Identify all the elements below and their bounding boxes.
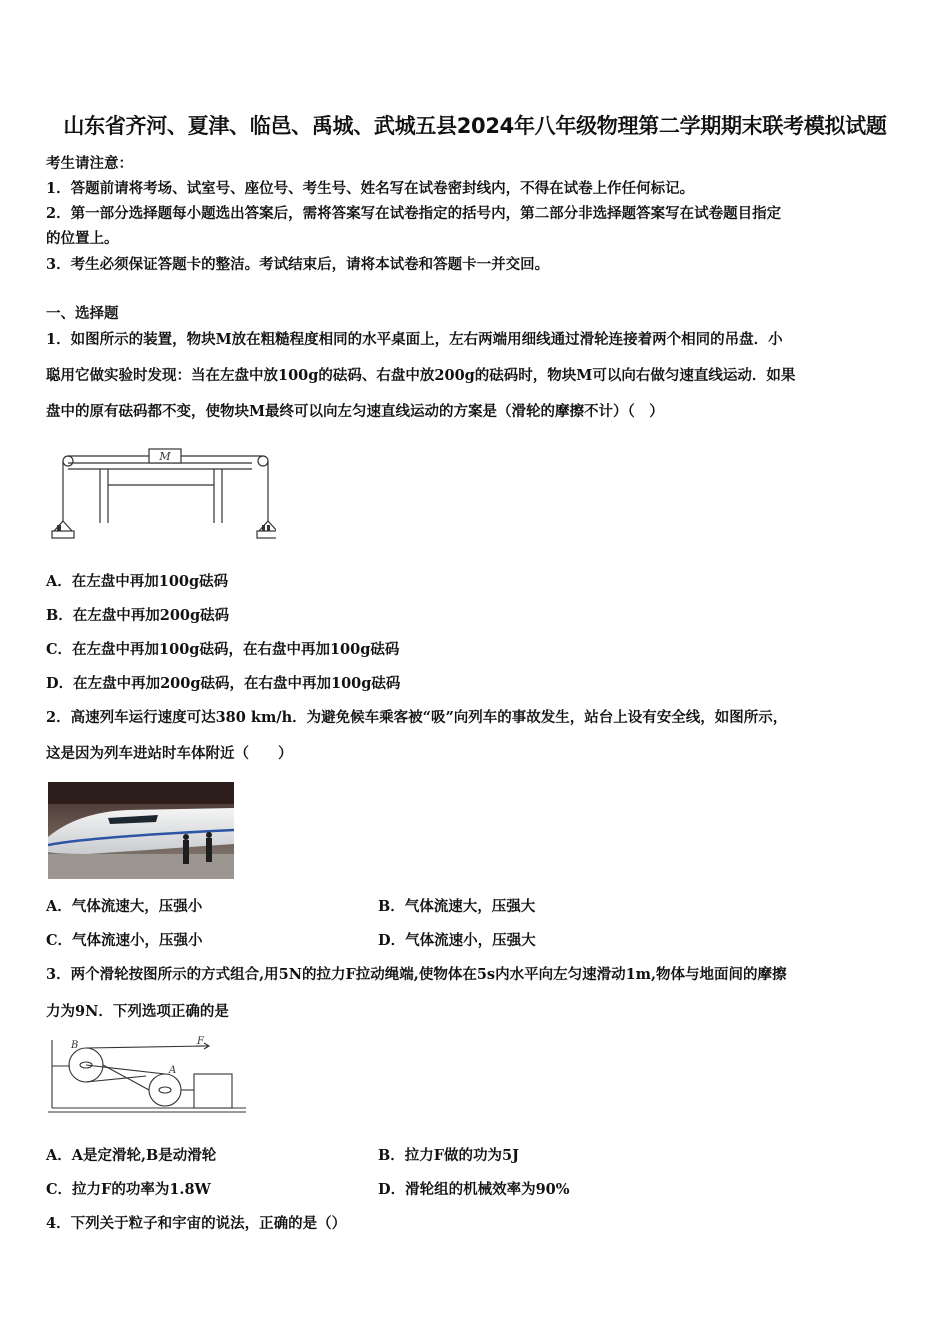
- q3-figure-label-a: A: [169, 1065, 177, 1076]
- q2-option-a[interactable]: A．气体流速大，压强小: [46, 898, 203, 915]
- q3-figure-label-f: F: [197, 1036, 204, 1047]
- notice-item: 1．答题前请将考场、试室号、座位号、考生号、姓名写在试卷密封线内，不得在试卷上作任何标记。: [46, 180, 695, 197]
- notice-item: 2．第一部分选择题每小题选出答案后，需将答案写在试卷指定的括号内，第二部分非选择题答案写在试卷题目指定: [46, 205, 782, 222]
- q3-option-d[interactable]: D．滑轮组的机械效率为90%: [378, 1181, 570, 1198]
- q3-figure-pulley-system: [46, 1036, 248, 1116]
- q4-text-line: 4．下列关于粒子和宇宙的说法，正确的是（）: [46, 1215, 347, 1232]
- q1-option-a[interactable]: A．在左盘中再加100g砝码: [46, 573, 229, 590]
- q1-option-b[interactable]: B．在左盘中再加200g砝码: [46, 607, 230, 624]
- q3-option-b[interactable]: B．拉力F做的功为5J: [378, 1147, 519, 1164]
- q3-figure-label-b: B: [71, 1040, 79, 1051]
- section-heading: 一、选择题: [46, 305, 119, 322]
- q3-option-c[interactable]: C．拉力F的功率为1.8W: [46, 1181, 211, 1198]
- notice-item: 的位置上。: [46, 230, 119, 247]
- q1-figure-label-m: M: [159, 450, 171, 463]
- page-title: 山东省齐河、夏津、临邑、禹城、武城五县2024年八年级物理第二学期期末联考模拟试题: [63, 114, 887, 138]
- q1-option-c[interactable]: C．在左盘中再加100g砝码，在右盘中再加100g砝码: [46, 641, 400, 658]
- notice-heading: 考生请注意：: [46, 155, 133, 172]
- q2-text-line: 这是因为列车进站时车体附近（ ）: [46, 745, 293, 762]
- notice-item: 3．考生必须保证答题卡的整洁。考试结束后，请将本试卷和答题卡一并交回。: [46, 256, 550, 273]
- q1-text-line: 聪用它做实验时发现：当在左盘中放100g的砝码、右盘中放200g的砝码时，物块M可以向右做匀速直线运动．如果: [46, 367, 796, 384]
- q1-text-line: 1．如图所示的装置，物块M放在粗糙程度相同的水平桌面上，左右两端用细线通过滑轮连接着两个相同的吊盘．小: [46, 331, 783, 348]
- q2-option-b[interactable]: B．气体流速大，压强大: [378, 898, 536, 915]
- q2-figure-train-photo: [48, 782, 234, 879]
- q3-option-a[interactable]: A．A是定滑轮,B是动滑轮: [46, 1147, 217, 1164]
- q2-text-line: 2．高速列车运行速度可达380 km/h．为避免候车乘客被“吸”向列车的事故发生，站台上设有安全线，如图所示，: [46, 709, 788, 726]
- q1-option-d[interactable]: D．在左盘中再加200g砝码，在右盘中再加100g砝码: [46, 675, 401, 692]
- q3-text-line: 力为9N．下列选项正确的是: [46, 1003, 229, 1020]
- q3-text-line: 3．两个滑轮按图所示的方式组合,用5N的拉力F拉动绳端,使物体在5s内水平向左匀速滑动1m,物体与地面间的摩擦: [46, 966, 787, 983]
- q1-text-line: 盘中的原有砝码都不变，使物块M最终可以向左匀速直线运动的方案是（滑轮的摩擦不计）（ ）: [46, 403, 664, 420]
- q2-option-d[interactable]: D．气体流速小，压强大: [378, 932, 536, 949]
- q1-figure-table-pulleys: [44, 443, 276, 543]
- q2-option-c[interactable]: C．气体流速小，压强小: [46, 932, 203, 949]
